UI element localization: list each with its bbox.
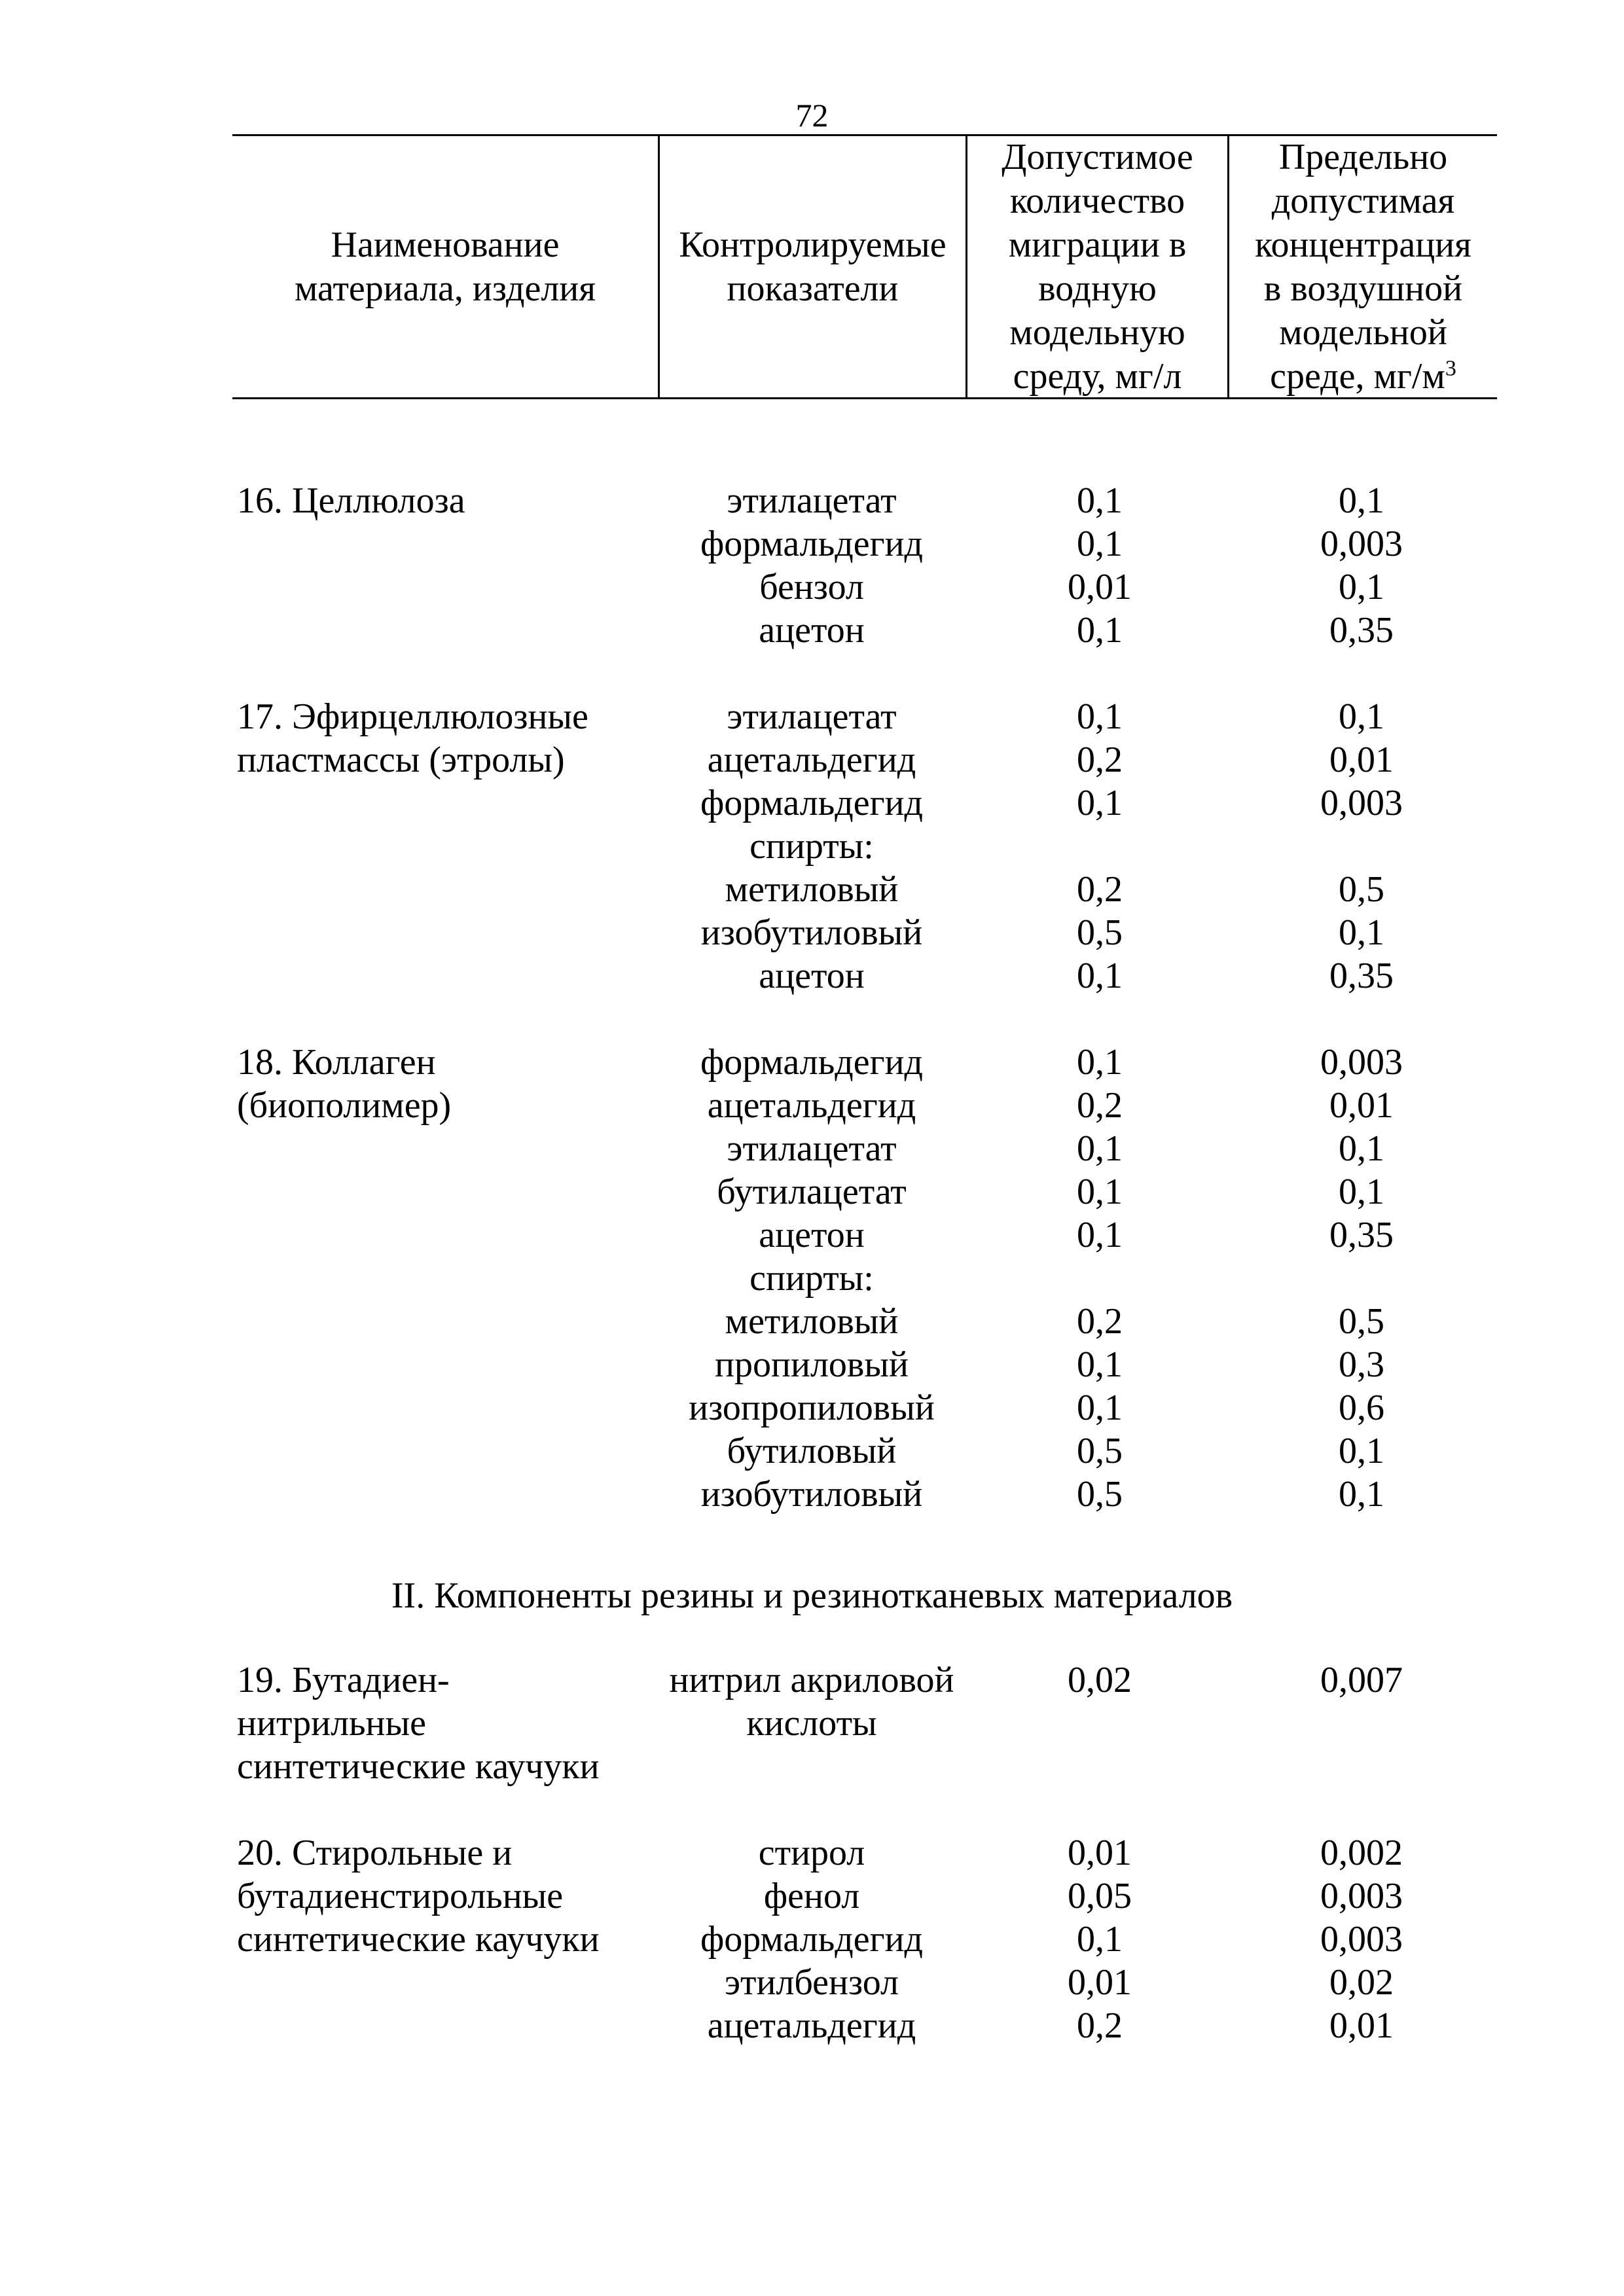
water-migration-value: 0,2 — [1077, 1085, 1123, 1126]
air-concentration-value: 0,003 — [1320, 524, 1403, 564]
water-migration-value: 0,5 — [1077, 1431, 1123, 1471]
air-concentration-value: 0,35 — [1329, 1215, 1394, 1255]
header-material-name: Наименование материала, изделия — [294, 224, 596, 309]
indicator-cell: ацетальдегид — [707, 1085, 916, 1126]
indicator-cell: формальдегид — [700, 524, 924, 564]
indicator-cell: бензол — [759, 567, 864, 607]
indicator-cell: формальдегид — [700, 783, 924, 823]
water-migration-value: 0,1 — [1077, 1215, 1123, 1255]
water-migration-value: 0,1 — [1077, 783, 1123, 823]
air-concentration-value: 0,35 — [1329, 956, 1394, 996]
section-title: II. Компоненты резины и резинотканевых материалов — [391, 1575, 1233, 1616]
air-concentration-value: 0,1 — [1339, 912, 1384, 953]
indicator-cell: ацетальдегид — [707, 2005, 916, 2046]
material-name-cell: бутадиенстирольные — [237, 1876, 564, 1916]
indicator-cell: формальдегид — [700, 1042, 924, 1083]
air-concentration-value: 0,1 — [1339, 1431, 1384, 1471]
air-concentration-value — [1231, 825, 1492, 869]
water-migration-value: 0,5 — [1077, 1474, 1123, 1515]
air-concentration-value: 0,1 — [1339, 696, 1384, 737]
air-concentration-value: 0,007 — [1320, 1660, 1403, 1700]
table-header — [232, 134, 1497, 399]
water-migration-value: 0,5 — [1077, 912, 1123, 953]
air-concentration-value: 0,35 — [1329, 610, 1394, 651]
header-air-unit-superscript: 3 — [1445, 355, 1456, 380]
material-name-cell — [237, 1429, 695, 1473]
water-migration-value: 0,2 — [1077, 869, 1123, 910]
air-concentration-value: 0,02 — [1329, 1962, 1394, 2003]
indicator-cell — [658, 1745, 965, 1789]
indicator-cell: ацетон — [759, 610, 865, 651]
water-migration-value: 0,1 — [1077, 480, 1123, 521]
air-concentration-value: 0,1 — [1339, 1128, 1384, 1169]
water-migration-value: 0,2 — [1077, 740, 1123, 780]
indicator-cell: изобутиловый — [700, 912, 923, 953]
material-name-cell — [237, 565, 695, 609]
material-name-cell: синтетические каучуки — [237, 1919, 600, 1960]
air-concentration-value: 0,003 — [1320, 1876, 1403, 1916]
material-name-cell — [237, 911, 695, 955]
material-name-cell: 17. Эфирцеллюлозные — [237, 696, 588, 737]
material-name-cell — [237, 1170, 695, 1214]
indicator-cell: фенол — [763, 1876, 860, 1916]
water-migration-value: 0,01 — [1068, 567, 1132, 607]
air-concentration-value: 0,5 — [1339, 869, 1384, 910]
header-air-concentration — [1227, 136, 1497, 397]
material-name-cell — [237, 1961, 695, 2005]
air-concentration-value: 0,1 — [1339, 1474, 1384, 1515]
air-concentration-value: 0,01 — [1329, 1085, 1394, 1126]
page-number: 72 — [795, 97, 829, 134]
indicator-cell: метиловый — [725, 869, 899, 910]
water-migration-value — [969, 1257, 1231, 1300]
water-migration-value: 0,2 — [1077, 2005, 1123, 2046]
material-name-cell — [237, 609, 695, 653]
material-name-cell: 19. Бутадиен- — [237, 1660, 450, 1700]
air-concentration-value: 0,1 — [1339, 1172, 1384, 1212]
air-concentration-value — [1231, 1702, 1492, 1746]
water-migration-value: 0,2 — [1077, 1301, 1123, 1342]
indicator-cell: бутилацетат — [717, 1172, 907, 1212]
water-migration-value: 0,1 — [1077, 1344, 1123, 1385]
material-name-cell: нитрильные — [237, 1703, 426, 1744]
water-migration-value: 0,1 — [1077, 1042, 1123, 1083]
indicator-cell: стирол — [758, 1833, 865, 1873]
water-migration-value: 0,01 — [1068, 1962, 1132, 2003]
air-concentration-value: 0,5 — [1339, 1301, 1384, 1342]
material-name-cell — [237, 781, 695, 825]
material-name-cell: пластмассы (этролы) — [237, 740, 565, 780]
water-migration-value — [969, 825, 1231, 869]
indicator-cell: нитрил акриловой — [669, 1660, 954, 1700]
air-concentration-value — [1231, 1745, 1492, 1789]
water-migration-value: 0,1 — [1077, 524, 1123, 564]
air-concentration-value: 0,01 — [1329, 740, 1394, 780]
air-concentration-value: 0,002 — [1320, 1833, 1403, 1873]
water-migration-value — [969, 1745, 1231, 1789]
material-name-cell — [237, 1343, 695, 1387]
water-migration-value: 0,1 — [1077, 1128, 1123, 1169]
indicator-cell: метиловый — [725, 1301, 899, 1342]
indicator-cell: этилацетат — [727, 696, 897, 737]
material-name-cell — [237, 522, 695, 566]
material-name-cell: 16. Целлюлоза — [237, 480, 465, 521]
material-name-cell — [237, 868, 695, 912]
material-name-cell — [237, 2004, 695, 2048]
water-migration-value: 0,02 — [1068, 1660, 1132, 1700]
indicator-cell: спирты: — [749, 1258, 874, 1299]
material-name-cell: (биополимер) — [237, 1085, 452, 1126]
indicator-cell: изопропиловый — [689, 1388, 935, 1428]
water-migration-value: 0,01 — [1068, 1833, 1132, 1873]
material-name-cell — [237, 1127, 695, 1171]
air-concentration-value: 0,01 — [1329, 2005, 1394, 2046]
indicator-cell: формальдегид — [700, 1919, 924, 1960]
water-migration-value: 0,1 — [1077, 610, 1123, 651]
material-name-cell — [237, 1473, 695, 1516]
water-migration-value: 0,1 — [1077, 696, 1123, 737]
air-concentration-value: 0,003 — [1320, 1042, 1403, 1083]
indicator-cell: бутиловый — [727, 1431, 897, 1471]
material-name-cell — [237, 1213, 695, 1257]
air-concentration-value: 0,003 — [1320, 783, 1403, 823]
header-water-migration: Допустимое количество миграции в водную модельную среду, мг/л — [965, 136, 1227, 397]
indicator-cell: изобутиловый — [700, 1474, 923, 1515]
air-concentration-value: 0,1 — [1339, 567, 1384, 607]
indicator-cell: этилацетат — [727, 1128, 897, 1169]
indicator-cell: этилацетат — [727, 480, 897, 521]
water-migration-value — [969, 1702, 1231, 1746]
water-migration-value: 0,1 — [1077, 1172, 1123, 1212]
material-name-cell — [237, 954, 695, 998]
indicator-cell: пропиловый — [715, 1344, 909, 1385]
indicator-cell: кислоты — [746, 1703, 877, 1744]
indicator-cell: ацетон — [759, 1215, 865, 1255]
header-air-concentration-text: Предельно допустимая концентрация в воздушной модельной среде, мг/м — [1255, 136, 1471, 397]
material-name-cell — [237, 1386, 695, 1430]
header-controlled-indicators: Контролируемые показатели — [658, 136, 965, 397]
water-migration-value: 0,05 — [1068, 1876, 1132, 1916]
material-name-cell — [237, 825, 695, 869]
air-concentration-value: 0,6 — [1339, 1388, 1384, 1428]
material-name-cell: синтетические каучуки — [237, 1746, 600, 1787]
water-migration-value: 0,1 — [1077, 1919, 1123, 1960]
air-concentration-value: 0,1 — [1339, 480, 1384, 521]
material-name-cell — [237, 1300, 695, 1344]
indicator-cell: ацетон — [759, 956, 865, 996]
air-concentration-value: 0,003 — [1320, 1919, 1403, 1960]
air-concentration-value: 0,3 — [1339, 1344, 1384, 1385]
air-concentration-value — [1231, 1257, 1492, 1300]
material-name-cell: 18. Коллаген — [237, 1042, 436, 1083]
water-migration-value: 0,1 — [1077, 956, 1123, 996]
water-migration-value: 0,1 — [1077, 1388, 1123, 1428]
indicator-cell: этилбензол — [725, 1962, 899, 2003]
indicator-cell: ацетальдегид — [707, 740, 916, 780]
material-name-cell — [237, 1257, 695, 1300]
material-name-cell: 20. Стирольные и — [237, 1833, 513, 1873]
indicator-cell: спирты: — [749, 826, 874, 867]
